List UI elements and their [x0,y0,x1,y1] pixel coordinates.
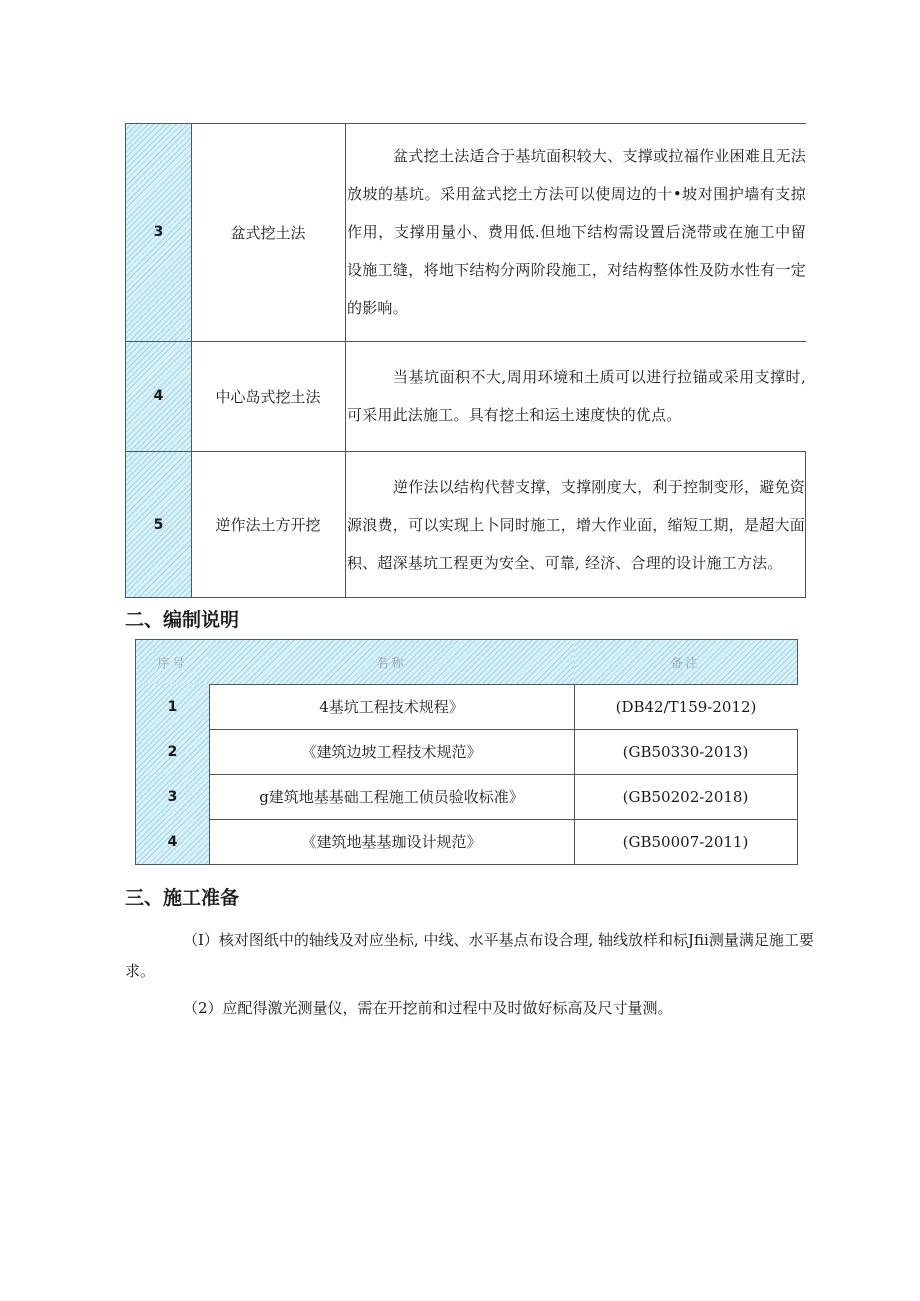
method-description [346,341,806,451]
method-name: 中心岛式挖土法 [191,341,346,451]
table-rule [125,597,806,598]
table-rule [125,451,806,452]
row-number: 4 [135,819,210,865]
reference-name: 《建筑边坡工程技术规范》 [209,729,575,775]
section-heading-3: 三、施工准备 [125,887,240,909]
table-rule [125,341,806,342]
reference-code: (DB42/T159-2012) [574,684,798,730]
table-row [125,123,806,341]
method-name: 盆式挖土法 [191,123,346,341]
header-name: 名称 [209,639,575,685]
table-row [125,341,806,451]
table-rule [125,123,806,124]
reference-name: 4基坑工程技术规程》 [209,684,575,730]
reference-name: 《建筑地基基珈设计规范》 [209,819,575,865]
table-row [125,451,806,598]
row-number: 2 [135,729,210,775]
row-number: 5 [125,451,192,598]
reference-code: (GB50330-2013) [574,729,798,775]
header-note: 备注 [574,639,798,685]
paragraph: （2）应配得激光测量仪，需在开挖前和过程中及时做好标高及尺寸量测。 [183,999,673,1017]
section-heading-2: 二、编制说明 [125,609,240,631]
row-number: 4 [125,341,192,451]
reference-code: (GB50202-2018) [574,774,798,820]
paragraph: （I）核对图纸中的轴线及对应坐标, 中线、水平基点布设合理, 轴线放样和标Jfii测量满足施工要求。 [125,931,814,980]
row-number: 3 [125,123,192,341]
method-description [346,123,806,341]
reference-code: (GB50007-2011) [574,819,798,865]
header-no: 序号 [135,639,210,685]
method-name: 逆作法土方开挖 [191,451,346,598]
method-description-text: 逆作法以结构代替支撑，支撑刚度大，利于控制变形，避免资源浪费，可以实现上卜同时施工，增大作业面，缩短工期，是超大面积、超深基坑工程更为安全、可靠, 经济、合理的设计施工方法。 [347,477,805,572]
method-description [346,451,806,598]
method-description-text: 盆式挖土法适合于基坑面积较大、支撑或拉福作业困难且无法放坡的基坑。采用盆式挖土方法可以使周边的十•坡对围护墙有支掠作用，支撑用量小、费用低.但地下结构需设置后浇带或在施工中留设施工缝，将地下结构分两阶段施工，对结构整体性及防水性有一定的影响。 [347,147,806,317]
row-number: 1 [135,684,210,730]
references-table [135,639,798,865]
reference-name: g建筑地基基础工程施工侦员验收标准》 [209,774,575,820]
method-description-text: 当基坑面积不大,周用环境和土质可以进行拉锚或采用支撑时,可采用此法施工。具有挖土和运土速度快的优点。 [347,368,806,424]
methods-table [125,123,806,598]
row-number: 3 [135,774,210,820]
